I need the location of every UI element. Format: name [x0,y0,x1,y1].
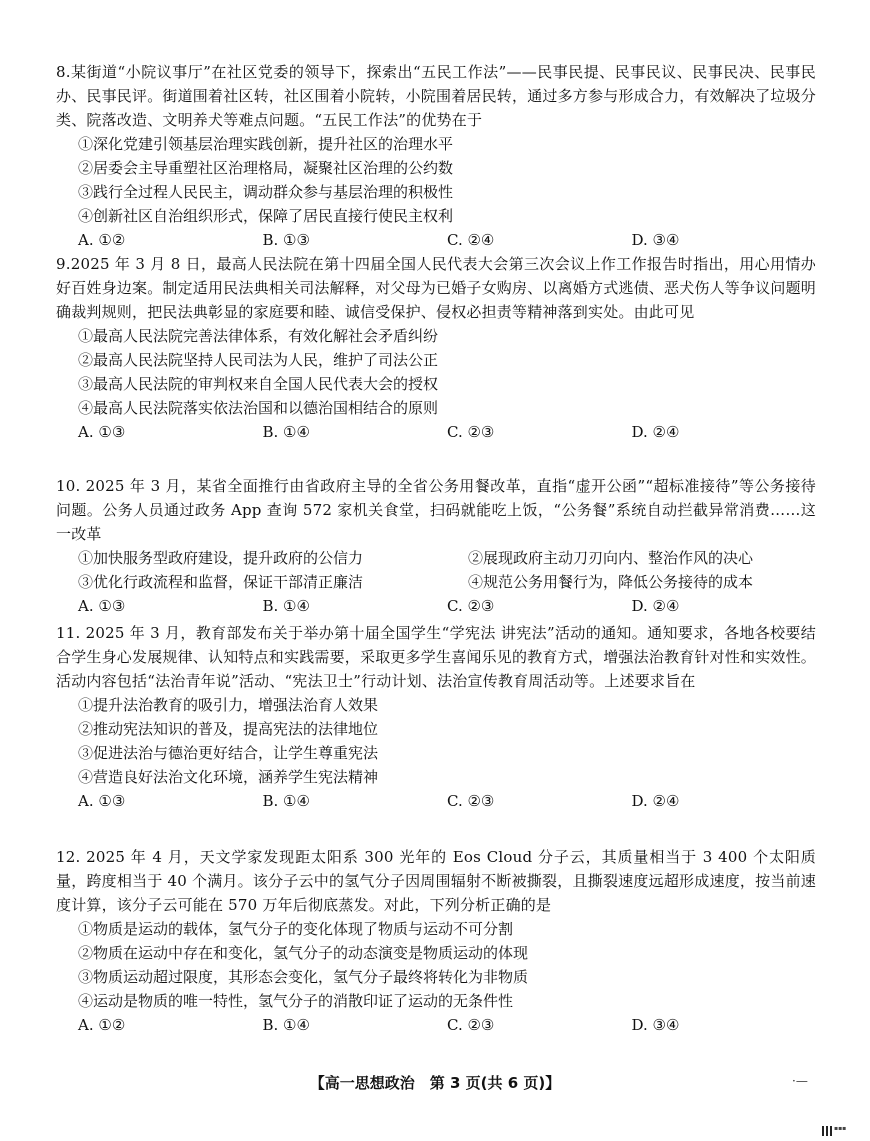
option-item: ②最高人民法院坚持人民司法为人民，维护了司法公正 [78,351,439,369]
answer-choices [78,594,816,618]
question-stem: 11. 2025 年 3 月，教育部发布关于举办第十届全国学生“学宪法 讲宪法”活动的通知。通知要求，各地各校要结合学生身心发展规律、认知特点和实践需要，采取更多学生喜闻乐见的教育方式，增强法治教育针对性和实效性。活动内容包括“法治青年说”活动、“宪法卫士”行动计划、法治宣传教育周活动等。上述要求旨在 [56,624,817,690]
page-footer: 【高一思想政治 第 3 页(共 6 页)】 [309,1074,561,1092]
choice-a: A. ①② [78,231,126,249]
option-item: ③促进法治与德治更好结合，让学生尊重宪法 [78,744,379,762]
choice-b: B. ①③ [262,231,310,249]
question-9 [56,252,816,444]
choice-c: C. ②③ [447,423,495,441]
question-stem: 9.2025 年 3 月 8 日，最高人民法院在第十四届全国人民代表大会第三次会议上作工作报告时指出，用心用情办好百姓身边案。制定适用民法典相关司法解释，对父母为已婚子女购房、以离婚方式逃债、恶犬伤人等争议问题明确裁判规则，把民法典彰显的家庭要和睦、诚信受保护、侵权必担责等精神落到实处。由此可见 [56,255,817,321]
choice-d: D. ③④ [631,1016,680,1034]
option-row [78,570,816,594]
qr-code-icon [822,1126,832,1136]
choice-d: D. ②④ [631,423,680,441]
choice-d: D. ②④ [631,597,680,615]
option-item: ③最高人民法院的审判权来自全国人民代表大会的授权 [78,375,439,393]
question-8 [56,60,816,252]
option-item: ④规范公务用餐行为，降低公务接待的成本 [468,573,754,591]
choice-c: C. ②④ [447,231,495,249]
question-10 [56,474,816,618]
option-item: ④运动是物质的唯一特性，氢气分子的消散印证了运动的无条件性 [78,992,514,1010]
option-item: ④最高人民法院落实依法治国和以德治国相结合的原则 [78,399,439,417]
option-item: ②居委会主导重塑社区治理格局，凝聚社区治理的公约数 [78,159,454,177]
choice-d: D. ③④ [631,231,680,249]
choice-b: B. ①④ [262,597,310,615]
question-stem: 12. 2025 年 4 月，天文学家发现距太阳系 300 光年的 Eos Cloud 分子云，其质量相当于 3 400 个太阳质量，跨度相当于 40 个满月。该分子云中的氢气分子因周围辐射不断被撕裂，且撕裂速度远超形成速度，按当前速度计算，该分子云可能在 570 万年后彻底蒸发。对此，下列分析正确的是 [56,848,816,914]
answer-choices [78,1013,816,1037]
option-item: ①提升法治教育的吸引力，增强法治育人效果 [78,696,379,714]
choice-d: D. ②④ [631,792,680,810]
choice-c: C. ②③ [447,597,495,615]
answer-choices [78,228,816,252]
choice-c: C. ②③ [447,792,495,810]
question-12 [56,845,816,1037]
question-11 [56,621,816,813]
choice-a: A. ①② [78,1016,126,1034]
option-item: ①加快服务型政府建设，提升政府的公信力 [78,549,364,567]
choice-b: B. ①④ [262,423,310,441]
watermark-logo: ▪▪▪ [834,1125,847,1132]
corner-mark: ·— [792,1074,808,1088]
option-item: ④创新社区自治组织形式，保障了居民直接行使民主权利 [78,207,454,225]
answer-choices [78,789,816,813]
choice-b: B. ①④ [262,792,310,810]
option-item: ②推动宪法知识的普及，提高宪法的法律地位 [78,720,379,738]
option-item: ①物质是运动的载体，氢气分子的变化体现了物质与运动不可分割 [78,920,514,938]
option-item: ①最高人民法院完善法律体系，有效化解社会矛盾纠纷 [78,327,439,345]
question-stem: 10. 2025 年 3 月，某省全面推行由省政府主导的全省公务用餐改革，直指“虚开公函”“超标准接待”等公务接待问题。公务人员通过政务 App 查询 572 家机关食堂，扫码就能吃上饭，“公务餐”系统自动拦截异常消费……这一改革 [56,477,816,543]
option-item: ③优化行政流程和监督，保证干部清正廉洁 [78,573,364,591]
answer-choices [78,420,816,444]
question-stem: 8.某街道“小院议事厅”在社区党委的领导下，探索出“五民工作法”——民事民提、民事民议、民事民决、民事民办、民事民评。街道围着社区转，社区围着小院转，小院围着居民转，通过多方参与形成合力，有效解决了垃圾分类、院落改造、文明养犬等难点问题。“五民工作法”的优势在于 [56,63,817,129]
option-item: ④营造良好法治文化环境，涵养学生宪法精神 [78,768,379,786]
option-item: ②物质在运动中存在和变化，氢气分子的动态演变是物质运动的体现 [78,944,529,962]
option-row [78,546,816,570]
choice-c: C. ②③ [447,1016,495,1034]
choice-a: A. ①③ [78,792,126,810]
choice-a: A. ①③ [78,423,126,441]
choice-a: A. ①③ [78,597,126,615]
option-item: ②展现政府主动刀刃向内、整治作风的决心 [468,549,754,567]
option-item: ③物质运动超过限度，其形态会变化，氢气分子最终将转化为非物质 [78,968,529,986]
option-item: ①深化党建引领基层治理实践创新，提升社区的治理水平 [78,135,454,153]
option-item: ③践行全过程人民民主，调动群众参与基层治理的积极性 [78,183,454,201]
choice-b: B. ①④ [262,1016,310,1034]
